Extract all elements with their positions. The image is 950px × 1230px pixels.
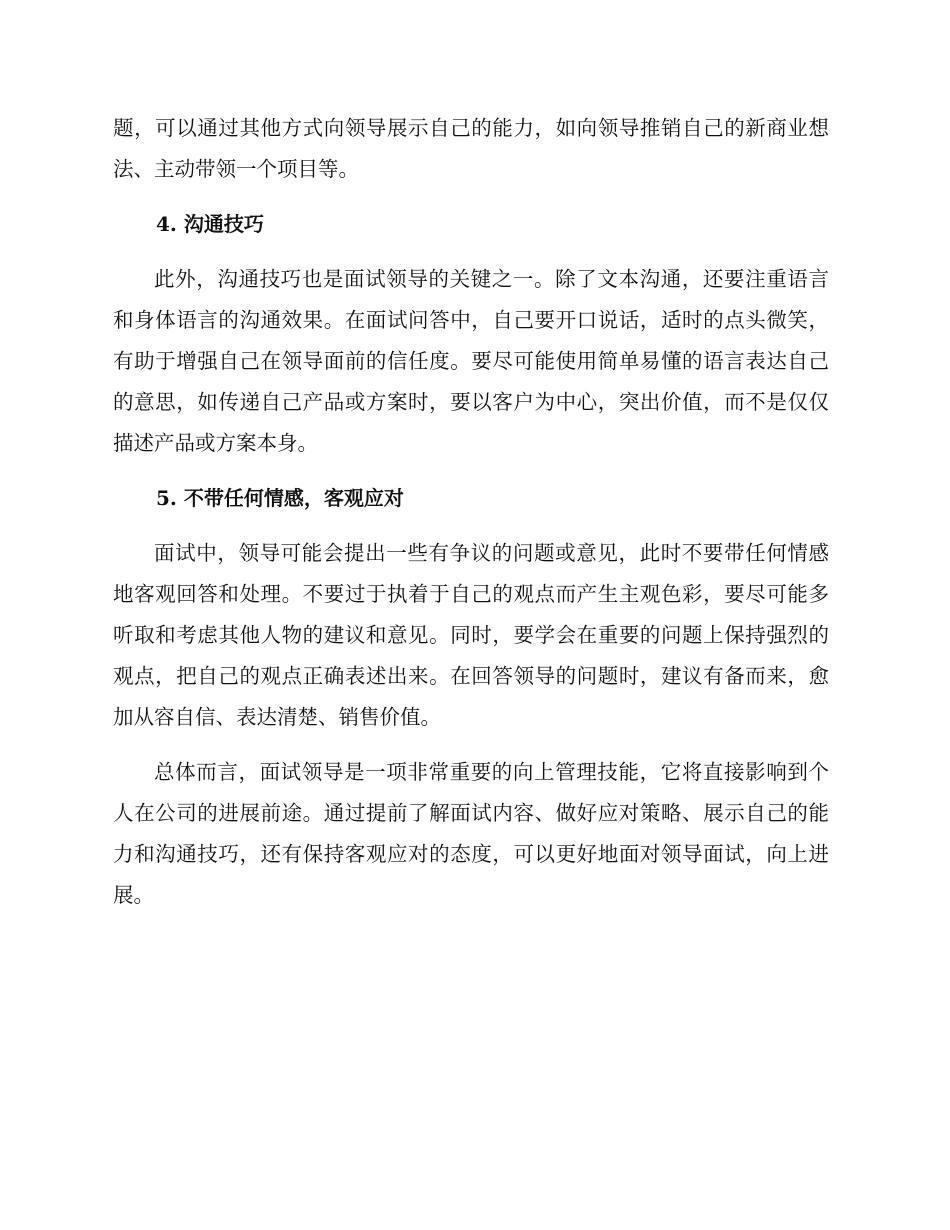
spacer (113, 519, 829, 533)
paragraph-communication: 此外，沟通技巧也是面试领导的关键之一。除了文本沟通，还要注重语言和身体语言的沟通效果。在面试问答中，自己要开口说话，适时的点头微笑，有助于增强自己在领导面前的信任度。要尽可能使用简单易懂的语言表达自己的意思，如传递自己产品或方案时，要以客户为中心，突出价值，而不是仅仅描述产品或方案本身。 (113, 267, 829, 455)
paragraph-conclusion: 总体而言，面试领导是一项非常重要的向上管理技能，它将直接影响到个人在公司的进展前途。通过提前了解面试内容、做好应对策略、展示自己的能力和沟通技巧，还有保持客观应对的态度，可以更好地面对领导面试，向上进展。 (113, 760, 829, 907)
spacer (113, 190, 829, 204)
section-heading-objective: 5. 不带任何情感，客观应对 (156, 486, 404, 510)
section-heading-communication: 4. 沟通技巧 (156, 212, 264, 236)
spacer (113, 245, 829, 259)
document-body (113, 108, 829, 916)
paragraph-continued: 题，可以通过其他方式向领导展示自己的能力，如向领导推销自己的新商业想法、主动带领一个项目等。 (113, 116, 829, 181)
paragraph-objective: 面试中，领导可能会提出一些有争议的问题或意见，此时不要带任何情感地客观回答和处理。不要过于执着于自己的观点而产生主观色彩，要尽可能多听取和考虑其他人物的建议和意见。同时，要学会在重要的问题上保持强烈的观点，把自己的观点正确表述出来。在回答领导的问题时，建议有备而来，愈加从容自信、表达清楚、销售价值。 (113, 541, 829, 729)
spacer (113, 464, 829, 478)
spacer (113, 738, 829, 752)
